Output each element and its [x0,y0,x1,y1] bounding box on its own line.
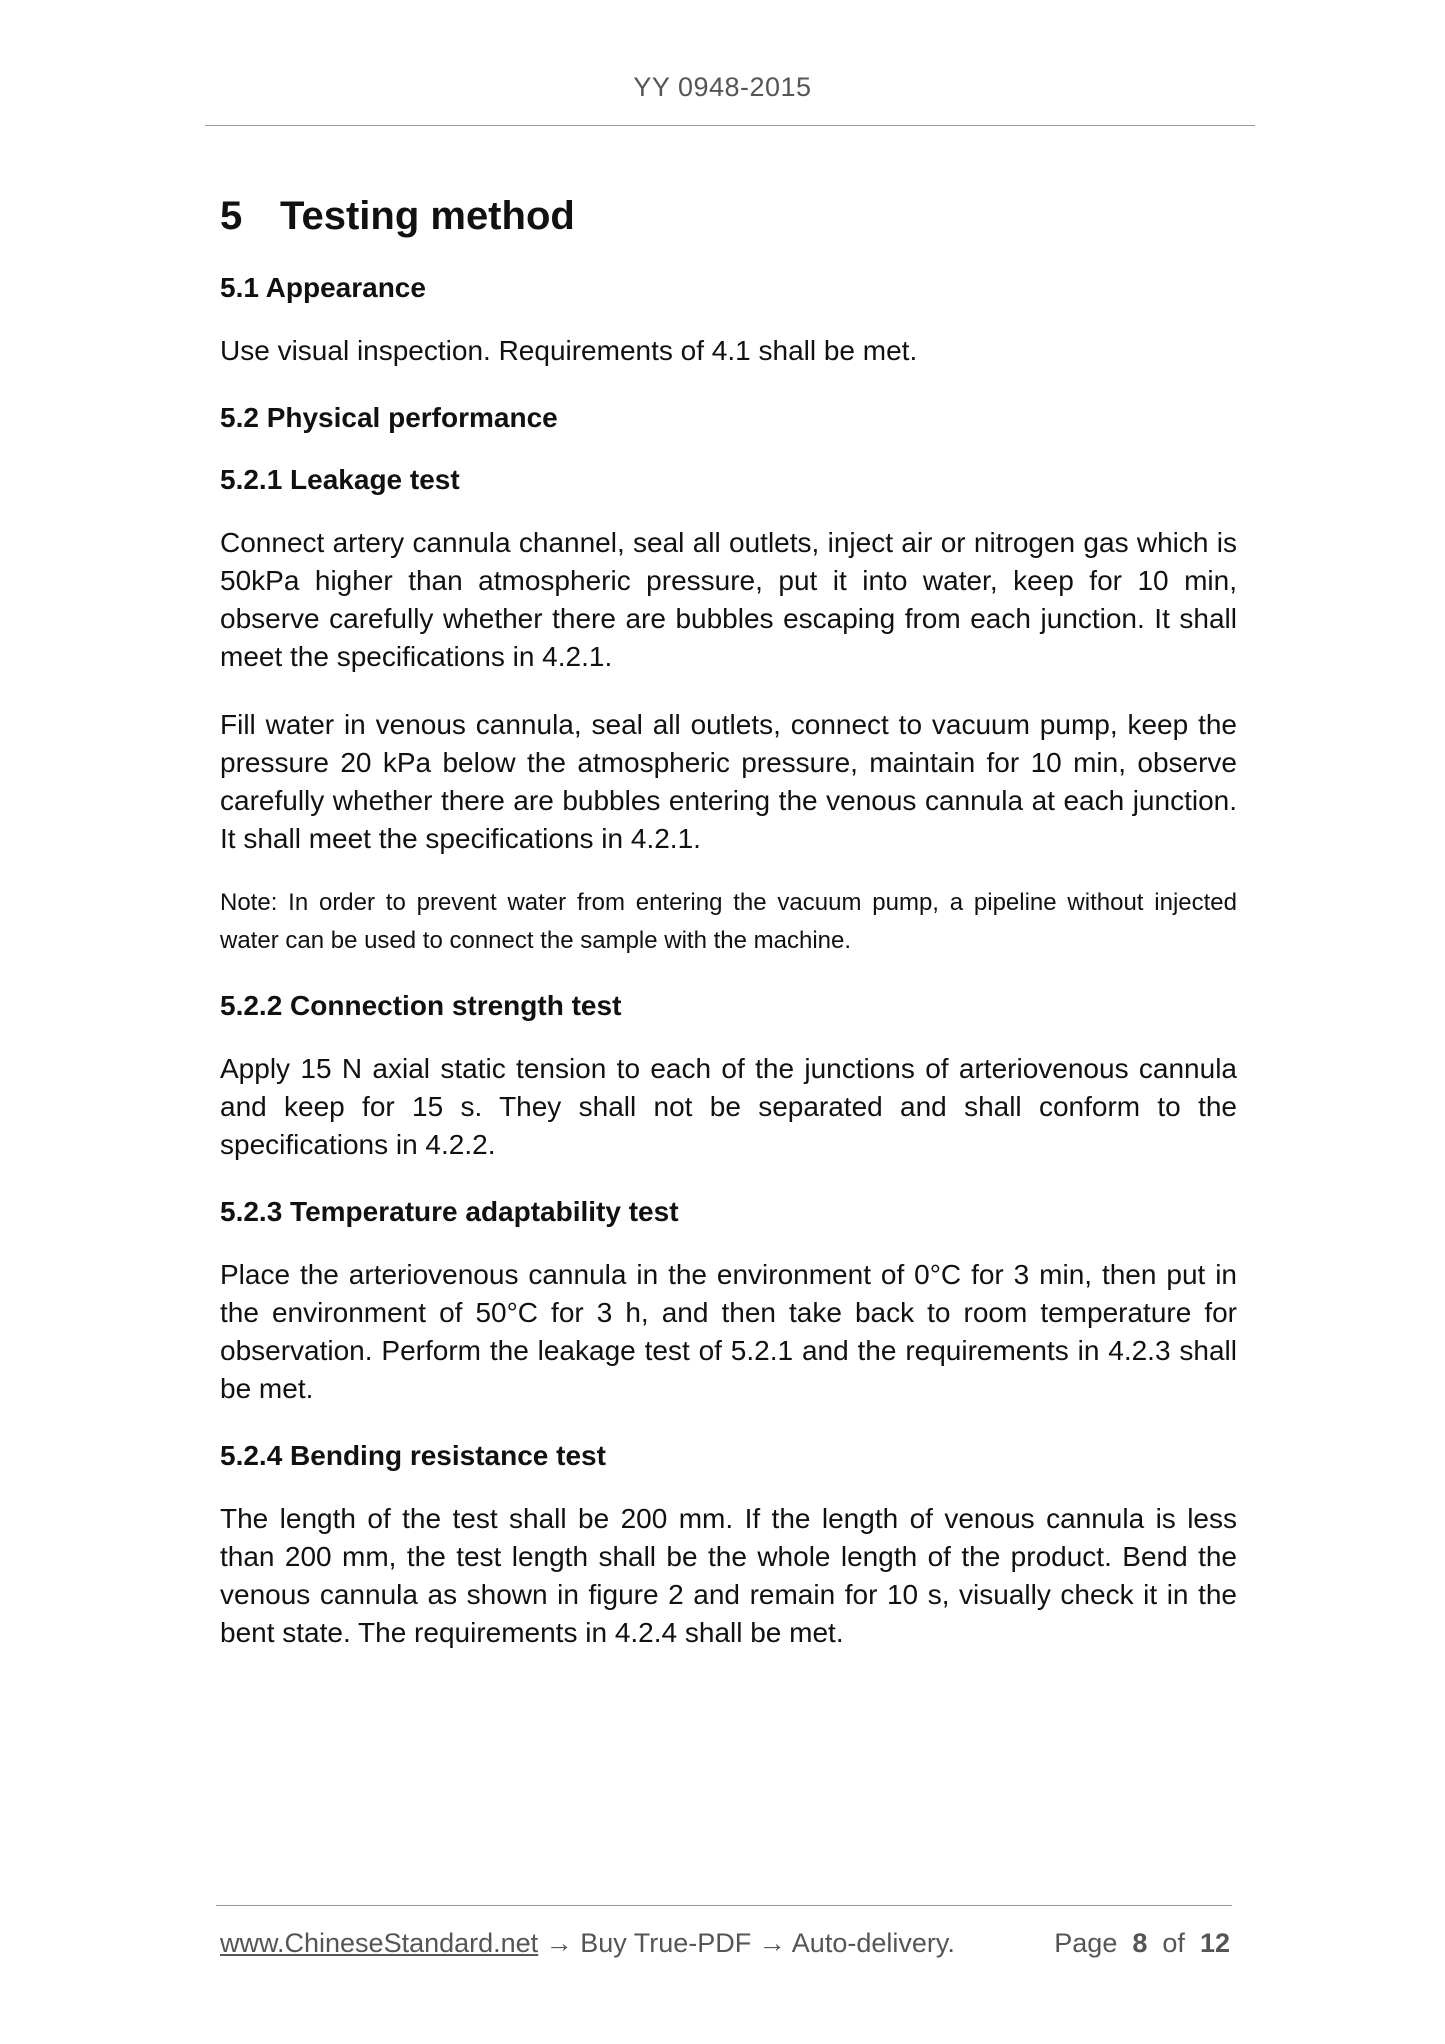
section-5-2-1-heading: 5.2.1 Leakage test [220,464,460,495]
chapter-title: Testing method [280,194,575,238]
page-label: Page [1054,1928,1118,1958]
website-link[interactable]: www.ChineseStandard.net [220,1928,539,1958]
section-5-2-4-paragraph: The length of the test shall be 200 mm. If the length of venous cannula is less than 200 mm, the test length shall be the whole length of the product. Bend the venous cannula as shown in figure 2 and remain for 10 s, visually check it in the bent state. The requirements in 4.2.4 shall be met. [220,1503,1237,1648]
chapter-heading [220,190,1237,242]
section-5-2-heading: 5.2 Physical performance [220,402,558,433]
page-current: 8 [1132,1928,1148,1958]
buy-text: Buy True-PDF [580,1928,752,1958]
arrow-icon: → [545,1928,573,1958]
document-code: YY 0948-2015 [633,72,812,102]
header-divider [205,125,1255,126]
chapter-number: 5 [220,194,243,238]
section-5-2-2-heading: 5.2.2 Connection strength test [220,990,622,1021]
footer-divider [216,1905,1232,1906]
section-5-2-3-heading: 5.2.3 Temperature adaptability test [220,1196,679,1227]
page-footer [220,1925,1230,1961]
section-5-2-4-heading: 5.2.4 Bending resistance test [220,1440,606,1471]
section-5-2-1-note: Note: In order to prevent water from entering the vacuum pump, a pipeline without injected water can be used to connect the sample with the machine. [220,889,1237,954]
section-5-2-1-paragraph-1: Connect artery cannula channel, seal all outlets, inject air or nitrogen gas which is 50kPa higher than atmospheric pressure, put it into water, keep for 10 min, observe carefully whether there are bubbles escaping from each junction. It shall meet the specifications in 4.2.1. [220,527,1237,672]
section-5-2-3-paragraph: Place the arteriovenous cannula in the environment of 0°C for 3 min, then put in the environment of 50°C for 3 h, and then take back to room temperature for observation. Perform the leakage test of 5.2.1 and the requirements in 4.2.3 shall be met. [220,1259,1237,1404]
arrow-icon: → [758,1928,786,1958]
section-5-1-heading: 5.1 Appearance [220,272,426,303]
page-of: of [1162,1928,1185,1958]
section-5-2-2-paragraph: Apply 15 N axial static tension to each of the junctions of arteriovenous cannula and keep for 15 s. They shall not be separated and shall conform to the specifications in 4.2.2. [220,1053,1237,1160]
page-number [1054,1925,1230,1961]
section-5-1-paragraph: Use visual inspection. Requirements of 4.1 shall be met. [220,335,918,366]
page-content [220,190,1237,1682]
delivery-text: Auto-delivery. [791,1928,955,1958]
section-5-2-1-paragraph-2: Fill water in venous cannula, seal all outlets, connect to vacuum pump, keep the pressure 20 kPa below the atmospheric pressure, maintain for 10 min, observe carefully whether there are bubbles entering the venous cannula at each junction. It shall meet the specifications in 4.2.1. [220,709,1237,854]
page-total: 12 [1199,1928,1230,1958]
